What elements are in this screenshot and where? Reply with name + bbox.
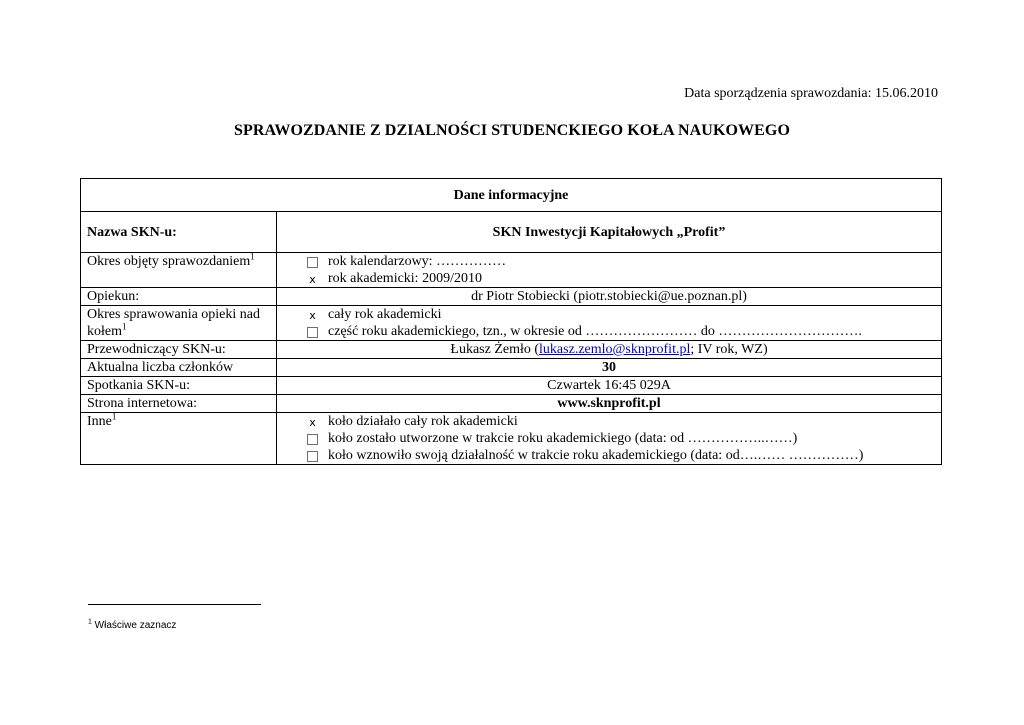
care-label-cell [81,306,277,341]
members-label: Aktualna liczba członków [81,359,277,377]
footnote-ref: 1 [111,411,117,422]
row-meetings [81,377,942,395]
club-name-value: SKN Inwestycji Kapitałowych „Profit” [277,212,942,253]
document-title: SPRAWOZDANIE Z DZIALNOŚCI STUDENCKIEGO KOŁA NAUKOWEGO [233,122,791,139]
other-label: Inne [87,414,112,429]
table-header-row [81,179,942,212]
checkbox[interactable] [307,451,318,462]
checkbox[interactable] [307,257,318,268]
checkbox[interactable]: x [309,416,316,429]
footnote-separator [88,604,261,605]
chair-label: Przewodniczący SKN-u: [81,341,277,359]
info-table [80,178,942,465]
option-label: cały rok akademicki [328,307,442,322]
row-care-period [81,306,942,341]
row-supervisor [81,288,942,306]
checkbox[interactable] [307,434,318,445]
report-date: Data sporządzenia sprawozdania: 15.06.2010 [684,86,938,101]
checkbox[interactable]: x [309,273,316,286]
checkbox[interactable] [307,327,318,338]
care-label-line1: Okres sprawowania opieki nad [87,307,261,322]
website-label: Strona internetowa: [81,395,277,413]
footnote-number: 1 [88,618,92,626]
chair-email-link[interactable]: lukasz.zemlo@sknprofit.pl [539,342,691,357]
period-options [277,253,942,288]
row-club-name [81,212,942,253]
other-label-cell [81,413,277,465]
option-part-year [283,323,935,340]
option-calendar-year [283,253,935,270]
row-members [81,359,942,377]
chair-name: Łukasz Żemło ( [450,342,540,357]
meetings-label: Spotkania SKN-u: [81,377,277,395]
row-website [81,395,942,413]
option-created-during-year [283,430,935,447]
option-label: koło zostało utworzone w trakcie roku akademickiego (data: od ……………..……) [328,431,798,446]
footnote-text: Właściwe zaznacz [91,620,177,631]
website-value: www.sknprofit.pl [277,395,942,413]
chair-value [277,341,942,359]
care-options [277,306,942,341]
row-period [81,253,942,288]
row-chair [81,341,942,359]
table-header: Dane informacyjne [81,179,942,212]
option-whole-year [283,306,935,323]
chair-details: ; IV rok, WZ) [690,342,768,357]
option-academic-year [283,270,935,287]
option-label: rok kalendarzowy: …………… [328,254,507,269]
footnote-ref: 1 [122,321,127,332]
care-label-line2: kołem [87,324,122,339]
members-value: 30 [277,359,942,377]
meetings-value: Czwartek 16:45 029A [277,377,942,395]
footnote [88,620,176,631]
option-active-whole-year [283,413,935,430]
footnote-ref: 1 [250,251,255,262]
period-label: Okres objęty sprawozdaniem [87,254,251,269]
option-resumed-during-year [283,447,935,464]
option-label: koło działało cały rok akademicki [328,414,518,429]
option-label: część roku akademickiego, tzn., w okresie od …………………… do …………………………. [328,324,862,339]
club-name-label: Nazwa SKN-u: [81,212,277,253]
period-label-cell [81,253,277,288]
supervisor-value: dr Piotr Stobiecki (piotr.stobiecki@ue.poznan.pl) [277,288,942,306]
other-options [277,413,942,465]
supervisor-label: Opiekun: [81,288,277,306]
option-label: rok akademicki: 2009/2010 [328,271,482,286]
option-label: koło wznowiło swoją działalność w trakcie roku akademickiego (data: od….…… ……………) [328,448,864,463]
checkbox[interactable]: x [309,309,316,322]
row-other [81,413,942,465]
